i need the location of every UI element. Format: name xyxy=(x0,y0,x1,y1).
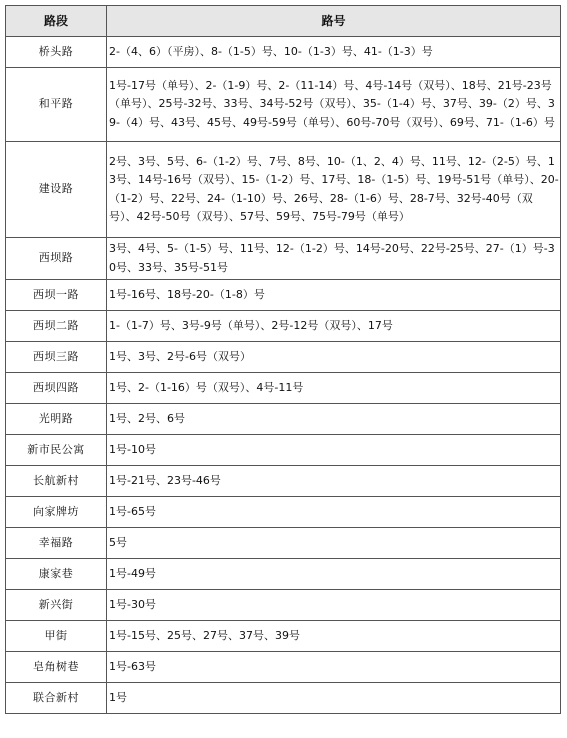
road-numbers-cell: 1号-49号 xyxy=(107,559,561,590)
table-row xyxy=(6,435,561,466)
road-name-cell: 康家巷 xyxy=(6,559,107,590)
road-numbers-cell: 1号-21号、23号-46号 xyxy=(107,466,561,497)
road-name-cell: 新市民公寓 xyxy=(6,435,107,466)
road-name-cell: 西坝四路 xyxy=(6,373,107,404)
table-row xyxy=(6,404,561,435)
road-numbers-cell: 3号、4号、5-（1-5）号、11号、12-（1-2）号、14号-20号、22号-25号、27-（1）号-30号、33号、35号-51号 xyxy=(107,238,561,280)
table-row xyxy=(6,652,561,683)
table-row xyxy=(6,238,561,280)
road-numbers-cell: 1号-30号 xyxy=(107,590,561,621)
table-row xyxy=(6,497,561,528)
table-row xyxy=(6,621,561,652)
table-row xyxy=(6,280,561,311)
road-numbers-cell: 1号、3号、2号-6号（双号） xyxy=(107,342,561,373)
road-name-cell: 光明路 xyxy=(6,404,107,435)
street-number-table xyxy=(5,5,561,714)
road-name-cell: 皂角树巷 xyxy=(6,652,107,683)
table-row xyxy=(6,311,561,342)
road-numbers-cell: 1号-17号（单号）、2-（1-9）号、2-（11-14）号、4号-14号（双号）、18号、21号-23号（单号）、25号-32号、33号、34号-52号（双号）、35-（1-4）号、37号、39-（2）号、39-（4）号、43号、45号、49号-59号（单号）、60号-70号（双号）、69号、71-（1-6）号 xyxy=(107,68,561,142)
road-numbers-cell: 1-（1-7）号、3号-9号（单号）、2号-12号（双号）、17号 xyxy=(107,311,561,342)
road-numbers-cell: 1号-15号、25号、27号、37号、39号 xyxy=(107,621,561,652)
road-numbers-cell: 1号-16号、18号-20-（1-8）号 xyxy=(107,280,561,311)
road-name-cell: 西坝三路 xyxy=(6,342,107,373)
road-name-cell: 和平路 xyxy=(6,68,107,142)
table-row xyxy=(6,559,561,590)
table-row xyxy=(6,142,561,238)
table-row xyxy=(6,37,561,68)
road-numbers-cell: 5号 xyxy=(107,528,561,559)
road-name-cell: 新兴街 xyxy=(6,590,107,621)
road-name-cell: 联合新村 xyxy=(6,683,107,714)
table-row xyxy=(6,342,561,373)
road-numbers-cell: 1号-63号 xyxy=(107,652,561,683)
road-numbers-cell: 2-（4、6）（平房）、8-（1-5）号、10-（1-3）号、41-（1-3）号 xyxy=(107,37,561,68)
table-row xyxy=(6,590,561,621)
table-row xyxy=(6,373,561,404)
table-header-row xyxy=(6,6,561,37)
table-row xyxy=(6,68,561,142)
road-numbers-cell: 1号 xyxy=(107,683,561,714)
road-name-cell: 长航新村 xyxy=(6,466,107,497)
header-road-section: 路段 xyxy=(6,6,107,37)
road-name-cell: 向家牌坊 xyxy=(6,497,107,528)
table-row xyxy=(6,683,561,714)
road-numbers-cell: 2号、3号、5号、6-（1-2）号、7号、8号、10-（1、2、4）号、11号、12-（2-5）号、13号、14号-16号（双号）、15-（1-2）号、17号、18-（1-5）号、19号-51号（单号）、20-（1-2）号、22号、24-（1-10）号、26号、28-（1-6）号、28-7号、32号-40号（双号）、42号-50号（双号）、57号、59号、75号-79号（单号） xyxy=(107,142,561,238)
road-name-cell: 西坝一路 xyxy=(6,280,107,311)
table-row xyxy=(6,466,561,497)
table-row xyxy=(6,528,561,559)
road-name-cell: 甲街 xyxy=(6,621,107,652)
road-name-cell: 幸福路 xyxy=(6,528,107,559)
road-name-cell: 桥头路 xyxy=(6,37,107,68)
road-name-cell: 建设路 xyxy=(6,142,107,238)
road-name-cell: 西坝路 xyxy=(6,238,107,280)
road-numbers-cell: 1号、2-（1-16）号（双号）、4号-11号 xyxy=(107,373,561,404)
road-numbers-cell: 1号-65号 xyxy=(107,497,561,528)
road-name-cell: 西坝二路 xyxy=(6,311,107,342)
road-numbers-cell: 1号-10号 xyxy=(107,435,561,466)
header-road-numbers: 路号 xyxy=(107,6,561,37)
road-numbers-cell: 1号、2号、6号 xyxy=(107,404,561,435)
